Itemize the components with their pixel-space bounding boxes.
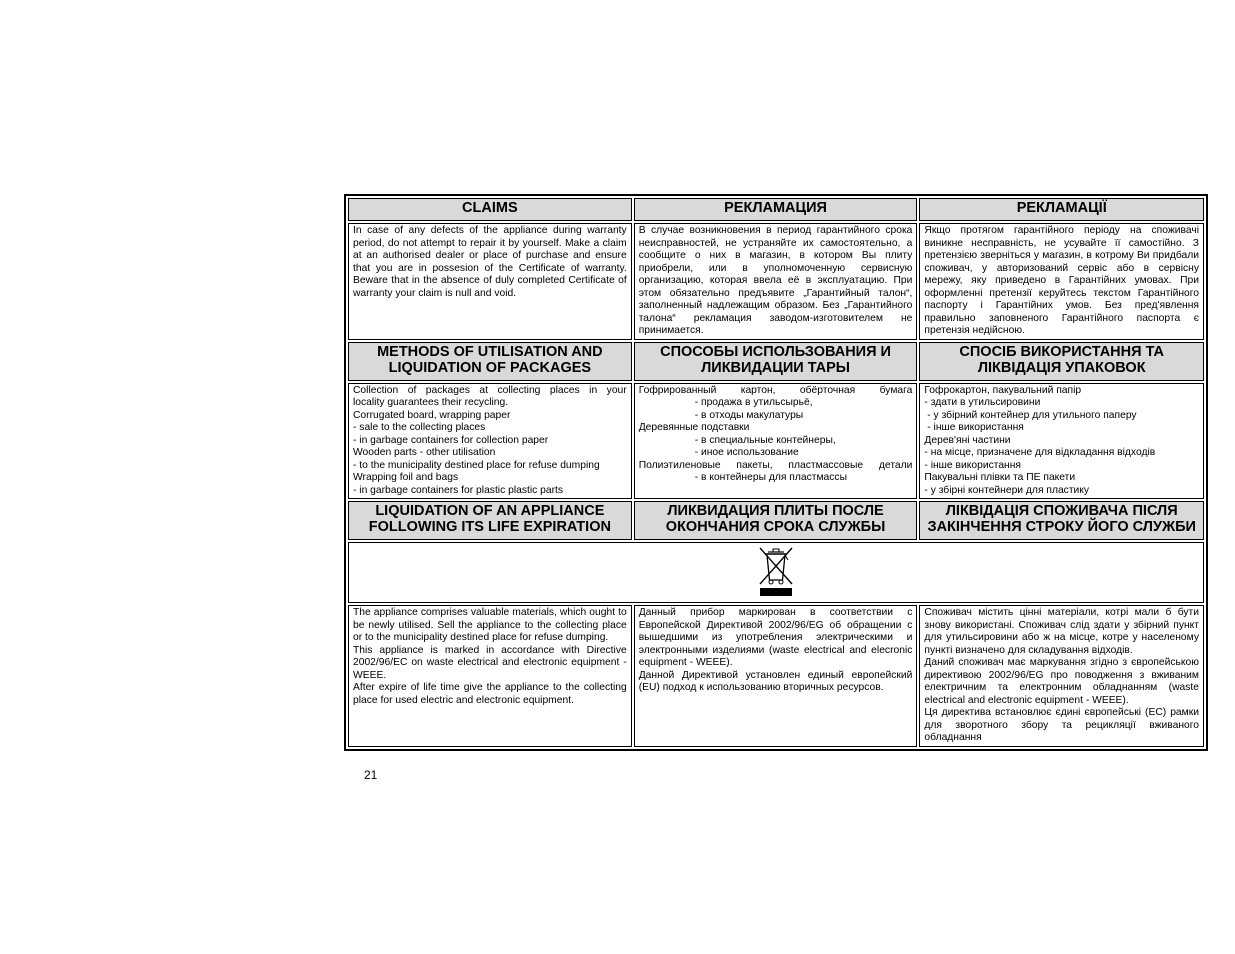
list-item: - у збірний контейнер для утильного паперу bbox=[924, 409, 1137, 421]
list-item: Пакувальні плівки та ПЕ пакети bbox=[924, 472, 1076, 483]
list-item: Деревянные подставки bbox=[638, 422, 750, 433]
packages-header-uk-line1: СПОСІБ ВИКОРИСТАННЯ ТА bbox=[959, 343, 1164, 360]
list-item: Гофрокартон, пакувальний папір bbox=[924, 384, 1082, 396]
paragraph: Даний споживач має маркування згідно з європейською директивою 2002/96/EG про поводження з вживаним електричним та електронним обладнанням (waste electrical and electronic equipment - WEEE). bbox=[924, 657, 1199, 706]
list-item: - sale to the collecting places bbox=[353, 422, 486, 433]
list-item: - в отходы макулатуры bbox=[694, 409, 804, 421]
list-item: - здати в утильсировини bbox=[924, 397, 1041, 408]
list-item: Wrapping foil and bags bbox=[353, 472, 459, 483]
list-item: - to the municipality destined place for refuse dumping bbox=[353, 459, 600, 471]
liquidation-text-row bbox=[348, 605, 1204, 747]
claims-text-row bbox=[348, 223, 1204, 340]
claims-text-en: In case of any defects of the appliance during warranty period, do not attempt to repair it by yourself. Make a claim at an authorised dealer or place of purchase and ensure that you are in possesion of the Certificate of warranty. Beware that in the absence of duly completed Certificate of warranty your claim is null and void. bbox=[348, 223, 632, 340]
liquidation-text-ru bbox=[634, 605, 918, 747]
packages-header-row bbox=[348, 342, 1204, 381]
packages-header-ru-line1: СПОСОБЫ ИСПОЛЬЗОВАНИЯ И bbox=[660, 343, 891, 360]
list-item: Полиэтиленовые пакеты, пластмассовые детали bbox=[638, 459, 913, 471]
packages-header-uk bbox=[919, 342, 1204, 381]
paragraph: The appliance comprises valuable materials, which ought to be newly utilised. Sell the appliance to the collecting place or to the municipality destined place for refuse dumping. bbox=[353, 607, 627, 643]
packages-text-ru bbox=[634, 383, 918, 500]
list-item: Гофрированный картон, обёрточная бумага bbox=[638, 384, 913, 396]
liquidation-header-en-line1: LIQUIDATION OF AN APPLIANCE bbox=[375, 503, 605, 519]
list-item: - продажа в утильсырьё, bbox=[694, 397, 813, 408]
list-item: - на місце, призначене для відкладання відходів bbox=[924, 447, 1156, 458]
paragraph: This appliance is marked in accordance with Directive 2002/96/EC on waste electrical and electronic equipment - WEEE. bbox=[353, 644, 627, 681]
claims-header-uk: РЕКЛАМАЦІЇ bbox=[919, 198, 1204, 221]
paragraph: After expire of life time give the appliance to the collecting place for used electric and electronic equipment. bbox=[353, 682, 627, 706]
weee-crossed-bin-icon bbox=[756, 544, 796, 596]
list-item: Corrugated board, wrapping paper bbox=[353, 409, 511, 421]
document-table-frame bbox=[344, 194, 1208, 751]
liquidation-header-en bbox=[348, 501, 632, 540]
claims-header-en: CLAIMS bbox=[348, 198, 632, 221]
list-item: locality guarantees their recycling. bbox=[353, 397, 509, 408]
paragraph: Споживач містить цінні матеріали, котрі мали б бути знову використані. Споживач слід здати у збірний пункт для утильсировини або ж на місце, котре у населеному пункті визначено для складування відходів. bbox=[924, 607, 1199, 656]
list-item: - у збірні контейнери для пластику bbox=[924, 484, 1090, 496]
weee-icon-cell bbox=[348, 542, 1204, 603]
claims-text-ru: В случае возникновения в период гарантийного срока неисправностей, не устраняйте их самостоятельно, а сообщите о них в магазин, в котором Вы плиту приобрели, или в уполномоченную сервисную организацию, которая ввела её в эксплуатацию. При этом обязательно предъявите „Гарантийный талон“, заполненный надлежащим образом. Без „Гарантийного талона“ рекламация заводом-изготовителем не принимается. bbox=[634, 223, 918, 340]
liquidation-text-en bbox=[348, 605, 632, 747]
liquidation-header-row bbox=[348, 501, 1204, 540]
list-item: - in garbage containers for plastic plastic parts bbox=[353, 484, 564, 496]
liquidation-header-ru-line2: ОКОНЧАНИЯ СРОКА СЛУЖБЫ bbox=[665, 519, 886, 535]
packages-header-ru-line2: ЛИКВИДАЦИИ ТАРЫ bbox=[701, 359, 850, 376]
packages-text-en bbox=[348, 383, 632, 500]
packages-header-en-line2: LIQUIDATION OF PACKAGES bbox=[388, 359, 592, 376]
liquidation-header-uk-line2: ЗАКІНЧЕННЯ СТРОКУ ЙОГО СЛУЖБИ bbox=[927, 519, 1196, 535]
liquidation-header-uk-line1: ЛІКВІДАЦІЯ СПОЖИВАЧА ПІСЛЯ bbox=[945, 503, 1178, 519]
packages-header-en-line1: METHODS OF UTILISATION AND bbox=[377, 343, 603, 360]
list-item: - інше використання bbox=[924, 422, 1024, 433]
liquidation-header-en-line2: FOLLOWING ITS LIFE EXPIRATION bbox=[368, 519, 611, 535]
list-item: - в контейнеры для пластмассы bbox=[694, 472, 847, 483]
packages-header-uk-line2: ЛІКВІДАЦІЯ УПАКОВОК bbox=[977, 359, 1146, 376]
list-item: - інше використання bbox=[924, 459, 1021, 471]
packages-header-en bbox=[348, 342, 632, 381]
list-item: Collection of packages at collecting places in your bbox=[353, 384, 627, 396]
claims-header-row bbox=[348, 198, 1204, 221]
claims-text-uk: Якщо протягом гарантійного періоду на споживачі виникне несправність, не усувайте її самостійно. З претензією зверніться у магазин, в котрому Ви придбали споживач, у авторизований сервіс або в сервісну мережу, яку приведено в Гарантійних умовах. При оформленні претензії керуйтесь текстом Гарантійного паспорту і Гарантійних умов. Без пред'явлення правильно заповненого Гарантійного паспорта є претензія недійсною. bbox=[919, 223, 1204, 340]
packages-text-row bbox=[348, 383, 1204, 500]
list-item: Дерев'яні частини bbox=[924, 434, 1011, 446]
list-item: - in garbage containers for collection paper bbox=[353, 434, 549, 446]
list-item: - в специальные контейнеры, bbox=[694, 434, 836, 446]
list-item: - иное использование bbox=[694, 447, 799, 458]
liquidation-header-ru bbox=[634, 501, 918, 540]
liquidation-header-ru-line1: ЛИКВИДАЦИЯ ПЛИТЫ ПОСЛЕ bbox=[667, 503, 884, 519]
page-number: 21 bbox=[364, 768, 378, 782]
packages-text-uk bbox=[919, 383, 1204, 500]
trilingual-table bbox=[346, 196, 1206, 749]
paragraph: Данной Директивой установлен единый европейский (EU) подход к использованию вторичных ресурсов. bbox=[638, 669, 913, 693]
liquidation-text-uk bbox=[919, 605, 1204, 747]
packages-header-ru bbox=[634, 342, 918, 381]
paragraph: Данный прибор маркирован в соответствии с Европейской Директивой 2002/96/EG об обращении с вышедшими из употребления электрическими и электронными изделиями (waste electrical and elecronic equipment - WEEE). bbox=[638, 607, 913, 668]
liquidation-header-uk bbox=[919, 501, 1204, 540]
weee-icon-row bbox=[348, 542, 1204, 603]
claims-header-ru: РЕКЛАМАЦИЯ bbox=[634, 198, 918, 221]
paragraph: Ця директива встановлює єдині європейські (ЕС) рамки для зворотного збору та рецикляції вживаного обладнання bbox=[924, 707, 1199, 743]
list-item: Wooden parts - other utilisation bbox=[353, 447, 496, 458]
